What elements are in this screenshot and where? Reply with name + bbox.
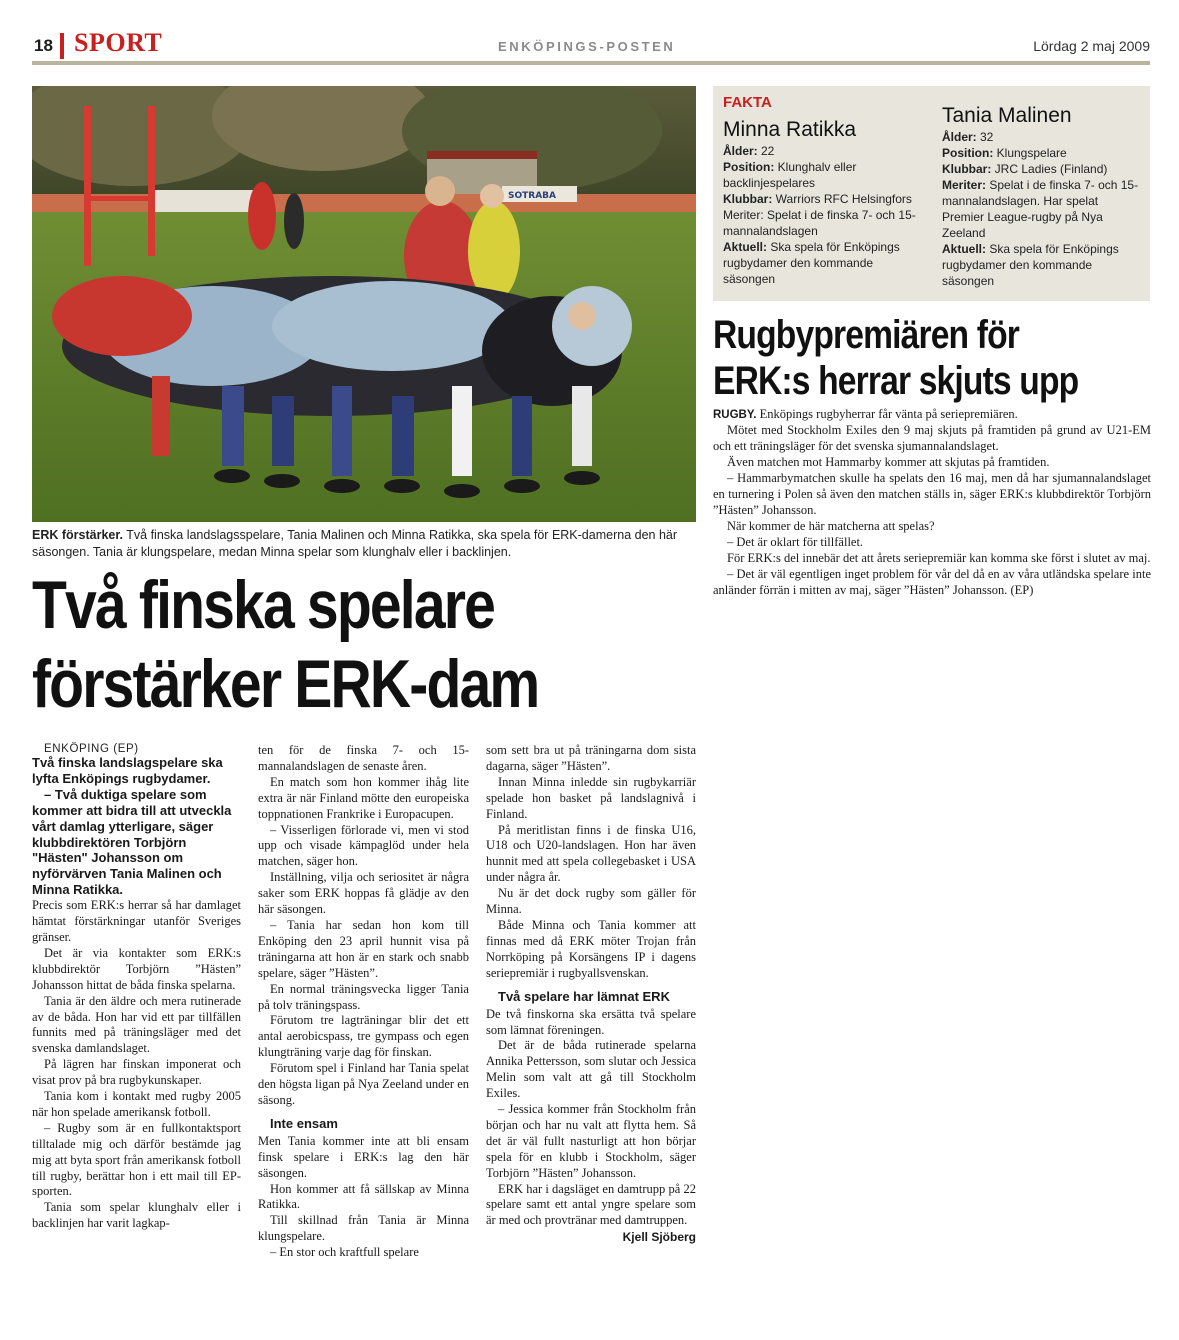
body-paragraph: Men Tania kommer inte att bli ensam finsk spelare i ERK:s lag den här säsongen. — [258, 1133, 469, 1180]
body-paragraph: – Tania har sedan hon kom till Enköping den 23 april hunnit visa på träningarna att hon är en stark och snabb spelare, säger ”Hästen”. — [258, 917, 469, 980]
body-paragraph: En normal träningsvecka ligger Tania på tolv träningspass. — [258, 981, 469, 1012]
body-paragraph: – Jessica kommer från Stockholm från början och har nu valt att flytta hem. Så det är väl fullt nasturligt att hon börjar spela för en klubb i Stockholm, säger Torbjörn ”Hästen” Johansson. — [486, 1102, 696, 1180]
body-paragraph: – Hammarbymatchen skulle ha spelats den 16 maj, men då har sjumannalandslaget en turnering i Polen så även den matchen ställs in, säger ERK:s klubbdirektör Torbjörn ”Hästen” Johansson. — [713, 471, 1151, 517]
body-paragraph: Till skillnad från Tania är Minna klungspelare. — [258, 1213, 469, 1244]
second-article-headline — [713, 312, 1150, 404]
body-paragraph: Både Minna och Tania kommer att finnas med då ERK möter Trojan från Norrköping på Korsängens IP i dagens seriepremiär i rugbyallsvenskan. — [486, 917, 696, 980]
fact-key: Ålder: — [942, 130, 977, 144]
advert-board-text: SOTRABA — [508, 191, 556, 201]
body-paragraph: Tania kom i kontakt med rugby 2005 när hon spelade amerikansk fotboll. — [32, 1089, 241, 1119]
fact-player-minna — [723, 116, 928, 287]
body-paragraph: Tania som spelar klunghalv eller i backlinjen har varit lagkap- — [32, 1200, 241, 1231]
fact-key: Aktuell: — [942, 242, 987, 256]
body-paragraph: Inställning, vilja och seriositet är några saker som ERK hoppas få glädje av den här säsongen. — [258, 870, 469, 917]
fact-row-clubs — [723, 191, 928, 207]
body-paragraph: På lägren har finskan imponerat och visat prov på bra rugbykunskaper. — [32, 1057, 241, 1088]
fact-box-label: FAKTA — [723, 94, 772, 111]
fact-row-age — [942, 129, 1142, 145]
body-paragraph: Det är de båda rutinerade spelarna Annika Pettersson, som slutar och Jessica Melin som valt att gå till Stockholm Exiles. — [486, 1038, 696, 1101]
body-paragraph: De två finskorna ska ersätta två spelare som lämnat föreningen. — [486, 1006, 696, 1037]
fact-value: 22 — [757, 144, 775, 158]
lead-text: Enköpings rugbyherrar får vänta på seriepremiären. — [756, 407, 1018, 421]
body-paragraph: Förutom tre lagträningar blir det ett antal aerobicspass, tre gympass och egen klungträning varje dag för finskan. — [258, 1013, 469, 1060]
ingress-paragraph: – Två duktiga spelare som kommer att bidra till att utveckla vårt damlag ytterligare, säger klubbdirektören Torbjörn "Hästen" Johansson om nyförvärven Tania Malinen och Minna Ratikka. — [32, 786, 232, 898]
fact-row-clubs — [942, 161, 1142, 177]
dateline: ENKÖPING (EP) — [44, 743, 139, 755]
fact-key: Position: — [723, 160, 775, 174]
body-paragraph: På meritlistan finns i de finska U16, U18 och U20-landslagen. Hon har även hunnit med att spela collegebasket i USA under några år. — [486, 822, 696, 885]
caption-lead: ERK förstärker. — [32, 528, 124, 542]
body-paragraph: För ERK:s del innebär det att årets seriepremiär kan komma ske först i slutet av maj. — [727, 551, 1151, 565]
fact-row-current — [723, 239, 928, 287]
fact-value: JRC Ladies (Finland) — [991, 162, 1108, 176]
fact-key: Klubbar: — [942, 162, 992, 176]
body-paragraph: När kommer de här matcherna att spelas? — [727, 519, 935, 533]
body-paragraph: som sett bra ut på träningarna dom sista dagarna, säger ”Hästen”. — [486, 743, 696, 773]
newspaper-name: ENKÖPINGS-POSTEN — [498, 39, 676, 54]
main-headline — [32, 566, 603, 724]
fact-value: 32 — [976, 130, 994, 144]
body-paragraph: Det är via kontakter som ERK:s klubbdirektör Torbjörn ”Hästen” Johansson hittat de båda finska spelarna. — [32, 945, 241, 992]
subheading-two-players-left: Två spelare har lämnat ERK — [498, 988, 670, 1004]
body-paragraph: – Visserligen förlorade vi, men vi stod upp och visade kämpaglöd under hela matchen, säger hon. — [258, 822, 469, 869]
photo-caption — [32, 527, 696, 561]
fact-value: Spelat i de finska 7- och 15-mannalandslagen. Har spelat Premier League-rugby på Nya Zeeland — [942, 178, 1139, 240]
body-paragraph: En match som hon kommer ihåg lite extra är när Finland mötte den europeiska toppnationen Frankrike i Europacupen. — [258, 774, 469, 821]
fact-value: Klunghalv eller backlinjespelares — [723, 160, 857, 190]
fact-value: Klungspelare — [993, 146, 1067, 160]
section-divider-bar — [60, 33, 64, 59]
ingress — [32, 755, 241, 898]
fact-key: Ålder: — [723, 144, 758, 158]
fact-value: Meriter: Spelat i de finska 7- och 15-mannalandslagen — [723, 208, 916, 238]
second-article-body — [713, 406, 1151, 598]
header-rule — [32, 61, 1150, 65]
fact-row-position — [942, 145, 1142, 161]
fact-row-age — [723, 143, 928, 159]
fact-row-merits — [942, 177, 1142, 241]
fact-key: Klubbar: — [723, 192, 773, 206]
section-name: SPORT — [74, 28, 163, 57]
article-column-1 — [32, 743, 241, 1232]
body-paragraph: ten för de finska 7- och 15-mannalandslagen de senaste åren. — [258, 743, 469, 773]
body-paragraph: Innan Minna inledde sin rugbykarriär spelade hon basket på landslagnivå i Finland. — [486, 774, 696, 821]
body-paragraph: Precis som ERK:s herrar så har damlaget hämtat förstärkningar utanför Sveriges gränser. — [32, 898, 241, 944]
body-paragraph: – En stor och kraftfull spelare — [270, 1245, 419, 1260]
body-paragraph: Nu är det dock rugby som gäller för Minna. — [486, 886, 696, 917]
kicker: RUGBY. — [713, 409, 757, 421]
fact-key: Position: — [942, 146, 994, 160]
subheading-inte-ensam: Inte ensam — [270, 1115, 338, 1131]
body-paragraph: Mötet med Stockholm Exiles den 9 maj skjuts på framtiden på grund av U21-EM och ett träningsläger för det svenska sjumannalandslaget. — [713, 423, 1151, 453]
fact-value: Ska spela för Enköpings rugbydamer den kommande säsongen — [942, 242, 1119, 288]
body-paragraph: Förutom spel i Finland har Tania spelat den högsta ligan på Nya Zeeland under en säsong. — [258, 1061, 469, 1107]
second-headline-line-2: ERK:s herrar skjuts upp — [713, 359, 1079, 403]
fact-row-current — [942, 241, 1142, 289]
rugby-scrum-photo — [32, 86, 696, 522]
fact-player-tania — [942, 102, 1142, 289]
fact-player-name: Minna Ratikka — [723, 118, 857, 141]
article-column-2 — [258, 743, 469, 1261]
body-paragraph: – Det är väl egentligen inget problem för vår del då en av våra utländska spelare inte anländer förrän i mitten av maj, säger ”Hästen” Johansson. (EP) — [713, 567, 1151, 597]
byline: Kjell Sjöberg — [622, 1230, 696, 1245]
body-paragraph: Hon kommer att få sällskap av Minna Ratikka. — [258, 1181, 469, 1212]
fact-value: Warriors RFC Helsingfors — [772, 192, 912, 206]
second-article-lead — [713, 406, 1151, 422]
fact-key: Aktuell: — [723, 240, 768, 254]
page-number: 18 — [34, 36, 53, 55]
main-headline-line-1: Två finska spelare — [32, 567, 495, 643]
fact-row-merits — [723, 207, 928, 239]
body-paragraph: Tania är den äldre och mera rutinerade av de båda. Hon har vid ett par tillfällen funnits med på träningsläger med det svenska damlandslaget. — [32, 993, 241, 1056]
article-column-3 — [486, 743, 696, 1244]
fact-key: Meriter: — [942, 178, 987, 192]
ingress-paragraph: Två finska landslagspelare ska lyfta Enköpings rugbydamer. — [32, 755, 223, 786]
issue-date: Lördag 2 maj 2009 — [1033, 38, 1150, 54]
fact-value: Ska spela för Enköpings rugbydamer den kommande säsongen — [723, 240, 900, 286]
caption-text: Två finska landslagsspelare, Tania Malinen och Minna Ratikka, ska spela för ERK-damerna den här säsongen. Tania är klungspelare, medan Minna spelar som klunghalv eller i backlinjen. — [32, 528, 678, 559]
body-paragraph: ERK har i dagsläget en damtrupp på 22 spelare samt ett antal yngre spelare som är med och provtränar med damtruppen. — [486, 1181, 696, 1228]
body-paragraph: – Rugby som är en fullkontaktsport tilltalade mig och därför bestämde jag mig att byta sport från amerikansk fotboll till rugby, berättar hon i ett mail till EP-sporten. — [32, 1120, 241, 1199]
main-headline-line-2: förstärker ERK-dam — [32, 646, 539, 722]
body-paragraph: Även matchen mot Hammarby kommer att skjutas på framtiden. — [727, 455, 1050, 469]
photo-illustration — [32, 86, 696, 522]
second-headline-line-1: Rugbypremiären för — [713, 313, 1020, 357]
fact-row-position — [723, 159, 928, 191]
fact-box — [713, 86, 1150, 301]
fact-player-name: Tania Malinen — [942, 104, 1072, 127]
body-paragraph: – Det är oklart för tillfället. — [727, 535, 864, 549]
masthead — [32, 30, 1150, 64]
